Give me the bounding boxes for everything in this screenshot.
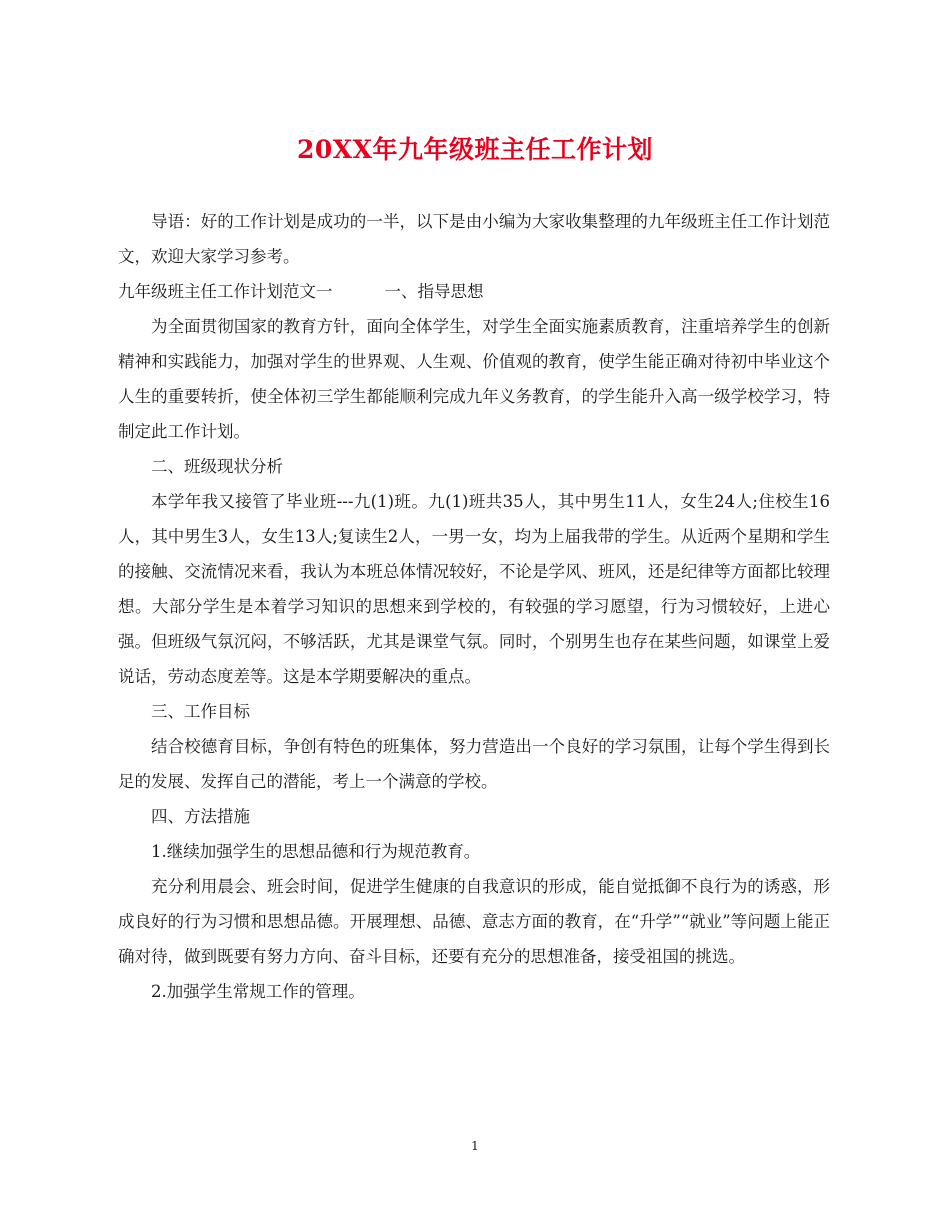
paragraph-work-goals: 结合校德育目标，争创有特色的班集体，努力营造出一个良好的学习氛围，让每个学生得到长足的发展、发挥自己的潜能，考上一个满意的学校。 [118,737,830,791]
heading-guiding-ideology: 一、指导思想 [384,282,484,301]
paragraph-class-analysis: 本学年我又接管了毕业班---九(1)班。九(1)班共35人，其中男生11人，女生24人;住校生16人，其中男生3人，女生13人;复读生2人，一男一女，均为上届我带的学生。从近两个星期和学生的接触、交流情况来看，我认为本班总体情况较好，不论是学风、班风，还是纪律等方面都比较理想。大部分学生是本着学习知识的思想来到学校的，有较强的学习愿望，行为习惯较好，上进心强。但班级气氛沉闷，不够活跃，尤其是课堂气氛。同时，个别男生也存在某些问题，如课堂上爱说话，劳动态度差等。这是本学期要解决的重点。 [118,492,830,686]
intro-paragraph: 导语：好的工作计划是成功的一半，以下是由小编为大家收集整理的九年级班主任工作计划范文，欢迎大家学习参考。 [118,212,830,266]
heading-class-analysis: 二、班级现状分析 [151,457,283,476]
heading-methods: 四、方法措施 [151,807,250,826]
section-label: 九年级班主任工作计划范文一 [118,282,333,301]
list-item-1: 1.继续加强学生的思想品德和行为规范教育。 [151,842,481,861]
list-item-2: 2.加强学生常规工作的管理。 [151,982,365,1001]
paragraph-guiding-ideology: 为全面贯彻国家的教育方针，面向全体学生，对学生全面实施素质教育，注重培养学生的创新精神和实践能力，加强对学生的世界观、人生观、价值观的教育，使学生能正确对待初中毕业这个人生的重要转折，使全体初三学生都能顺利完成九年义务教育，的学生能升入高一级学校学习，特制定此工作计划。 [118,317,830,441]
section-label-line [118,274,830,309]
page-number: 1 [471,1139,479,1153]
heading-work-goals: 三、工作目标 [151,702,250,721]
document-title: 20XX年九年级班主任工作计划 [296,135,654,164]
document-body [118,204,830,1009]
paragraph-methods-1: 充分利用晨会、班会时间，促进学生健康的自我意识的形成，能自觉抵御不良行为的诱惑，形成良好的行为习惯和思想品德。开展理想、品德、意志方面的教育，在“升学”“就业”等问题上能正确对待，做到既要有努力方向、奋斗目标，还要有充分的思想准备，接受祖国的挑选。 [118,877,830,966]
